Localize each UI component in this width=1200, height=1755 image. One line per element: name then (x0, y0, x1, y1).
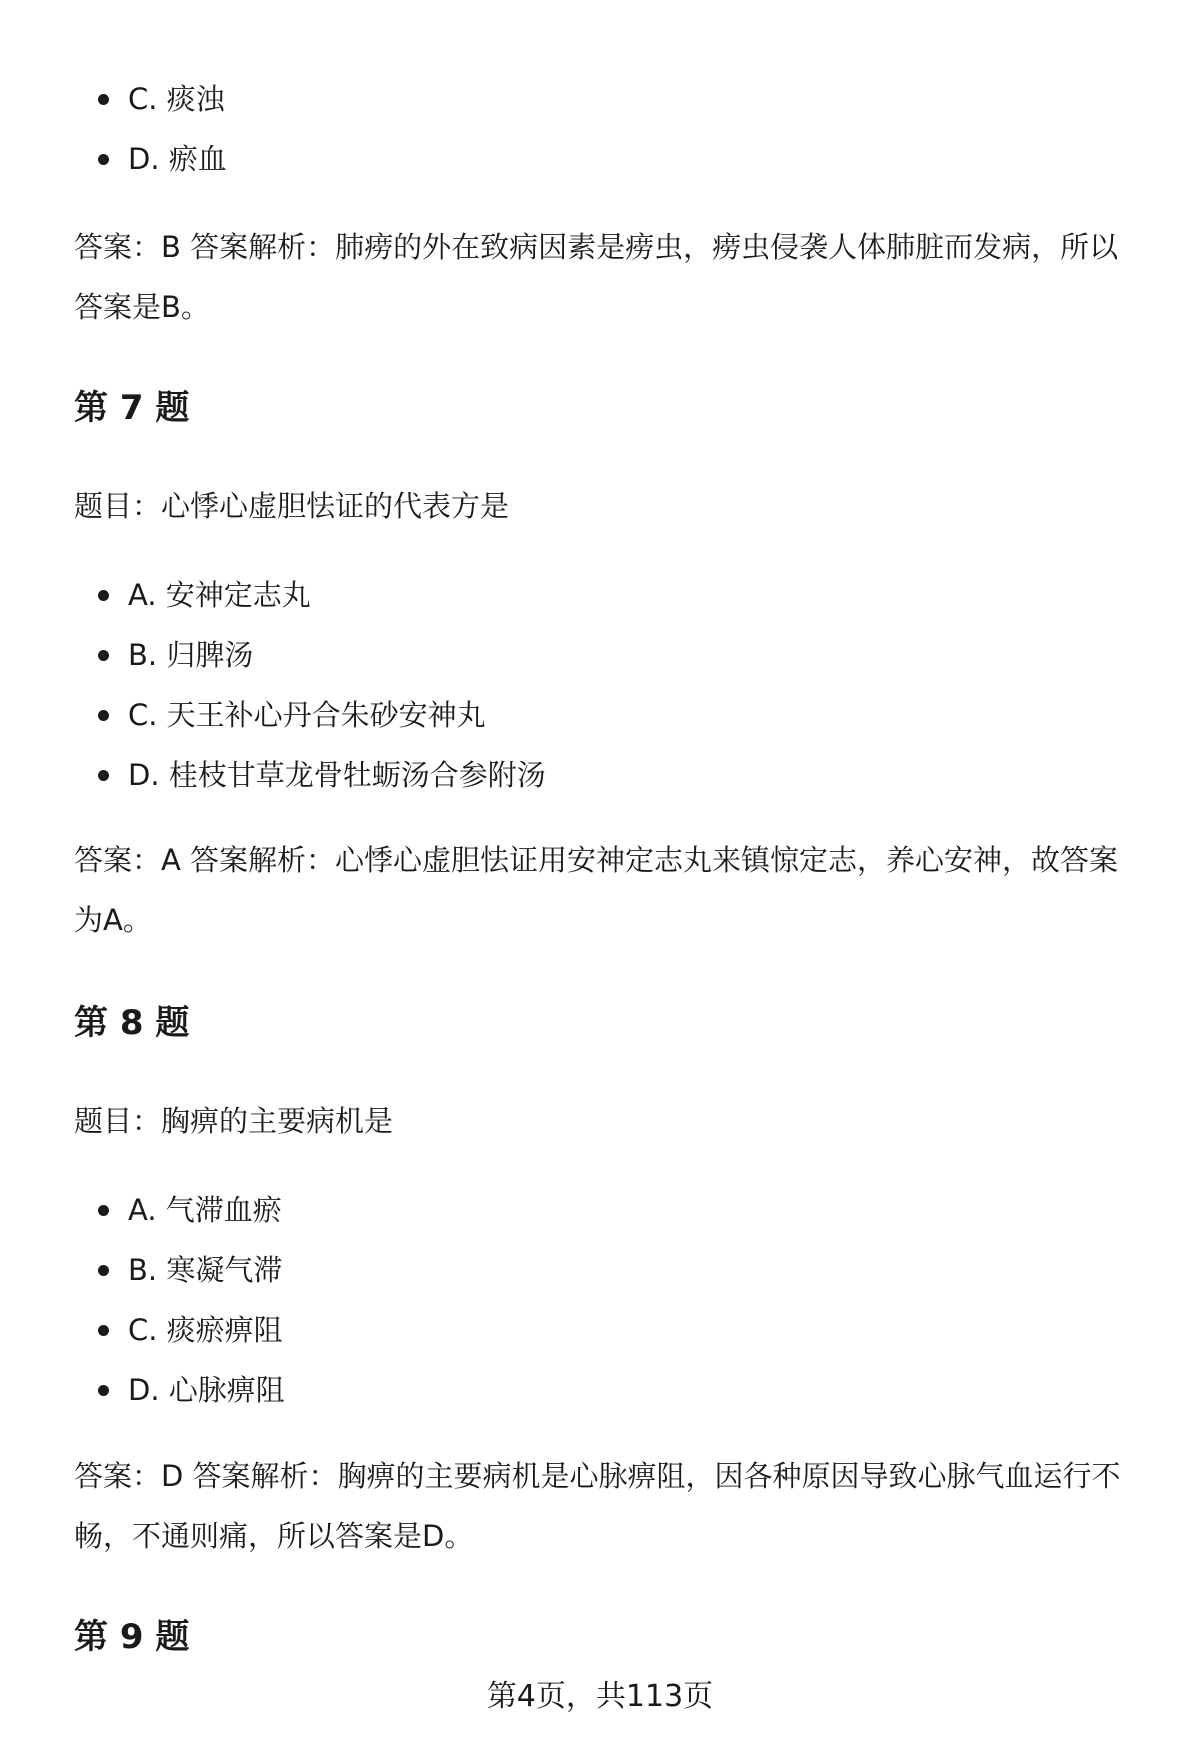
page-number: 第4页，共113页 (486, 1679, 714, 1714)
question-title: 第 9 题 (74, 1617, 190, 1657)
q6-answer (74, 217, 1154, 337)
question-text: 题目：胸痹的主要病机是 (74, 1104, 394, 1138)
list-item (74, 625, 1154, 685)
bullet-icon (98, 1265, 109, 1276)
list-item (74, 1180, 1154, 1240)
answer-line: 答案：B 答案解析：肺痨的外在致病因素是痨虫，痨虫侵袭人体肺脏而发病，所以 (74, 230, 1119, 264)
list-item (74, 565, 1154, 625)
list-item (74, 1240, 1154, 1300)
list-item (74, 69, 1154, 129)
bullet-icon (98, 94, 109, 105)
question-title: 第 7 题 (74, 388, 190, 428)
bullet-icon (98, 650, 109, 661)
bullet-icon (98, 154, 109, 165)
list-item (74, 745, 1154, 805)
answer-line: 答案：A 答案解析：心悸心虚胆怯证用安神定志丸来镇惊定志，养心安神，故答案 (74, 843, 1119, 877)
q6-options (74, 69, 1154, 189)
answer-line: 答案：D 答案解析：胸痹的主要病机是心脉痹阻，因各种原因导致心脉气血运行不 (74, 1459, 1121, 1493)
option-text: A. 安神定志丸 (128, 578, 311, 612)
q8-options (74, 1180, 1154, 1420)
bullet-icon (98, 770, 109, 781)
option-text: B. 寒凝气滞 (128, 1253, 283, 1287)
bullet-icon (98, 1205, 109, 1216)
q7-options (74, 565, 1154, 805)
option-text: C. 痰浊 (128, 82, 225, 116)
option-text: B. 归脾汤 (128, 638, 254, 672)
q7-answer (74, 830, 1154, 950)
list-item (74, 129, 1154, 189)
bullet-icon (98, 1325, 109, 1336)
bullet-icon (98, 1385, 109, 1396)
bullet-icon (98, 710, 109, 721)
list-item (74, 1300, 1154, 1360)
option-text: D. 桂枝甘草龙骨牡蛎汤合参附汤 (128, 758, 546, 792)
question-title: 第 8 题 (74, 1003, 190, 1043)
q8-answer (74, 1446, 1154, 1566)
option-text: A. 气滞血瘀 (128, 1193, 282, 1227)
question-text: 题目：心悸心虚胆怯证的代表方是 (74, 489, 510, 523)
list-item (74, 1360, 1154, 1420)
answer-line: 为A。 (74, 903, 152, 937)
option-text: C. 痰瘀痹阻 (128, 1313, 283, 1347)
option-text: D. 瘀血 (128, 142, 227, 176)
option-text: D. 心脉痹阻 (128, 1373, 285, 1407)
answer-line: 答案是B。 (74, 290, 210, 324)
bullet-icon (98, 590, 109, 601)
answer-line: 畅，不通则痛，所以答案是D。 (74, 1519, 474, 1553)
option-text: C. 天王补心丹合朱砂安神丸 (128, 698, 486, 732)
list-item (74, 685, 1154, 745)
